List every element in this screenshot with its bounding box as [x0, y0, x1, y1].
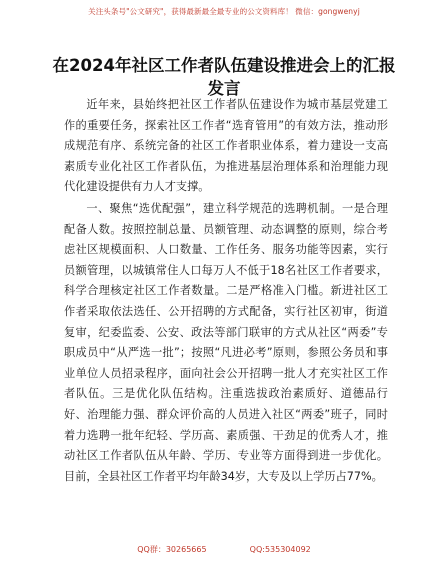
title-line-1: 在2024年社区工作者队伍建设推进会上的汇报	[52, 56, 396, 75]
qq-group-label: QQ群：	[137, 545, 166, 554]
paragraph-intro: 近年来，县始终把社区工作者队伍建设作为城市基层党建工作的重要任务，探索社区工作者“选育管用”的有效方法，推动形成规范有序、系统完备的社区工作者职业体系，着力建设一支高素质专业化社区工作者队伍，为推进基层治理体系和治理能力现代化建设提供有力人才支撑。	[64, 98, 388, 194]
document-title	[40, 54, 408, 100]
qq-number: 535304092	[264, 545, 311, 554]
footer-contact	[0, 544, 448, 555]
qq-group-number: 30265665	[165, 545, 207, 554]
qq-label: QQ:	[249, 545, 265, 554]
header-banner: 关注头条号"公文研究"，获得最新最全最专业的公文资料库！ 微信：gongwenyj	[88, 7, 360, 16]
document-body	[64, 95, 388, 487]
paragraph-section-one: 一、聚焦“选优配强”，建立科学规范的选聘机制。一是合理配备人数。按照控制总量、员额管理、动态调整的原则，综合考虑社区规模面积、人口数量、工作任务、服务功能等因素，实行员额管理，以城镇常住人口每万人不低于18名社区工作者要求，科学合理核定社区工作者数量。二是严格准入门槛。新进社区工作者采取依法选任、公开招聘的方式配备，实行社区初审，街道复审，纪委监委、公安、政法等部门联审的方式从社区“两委”专职成员中“从严选一批”；按照“凡进必考”原则，参照公务员和事业单位人员招录程序，面向社会公开招聘一批人才充实社区工作者队伍。三是优化队伍结构。注重选拔政治素质好、道德品行好、治理能力强、群众评价高的人员进入社区“两委”班子，同时着力选聘一批年纪轻、学历高、素质强、干劲足的优秀人才，推动社区工作者队伍从年龄、学历、专业等方面得到进一步优化。目前，全县社区工作者平均年龄34岁，大专及以上学历占77%。	[64, 201, 388, 483]
title-line-2: 发言	[207, 79, 241, 98]
